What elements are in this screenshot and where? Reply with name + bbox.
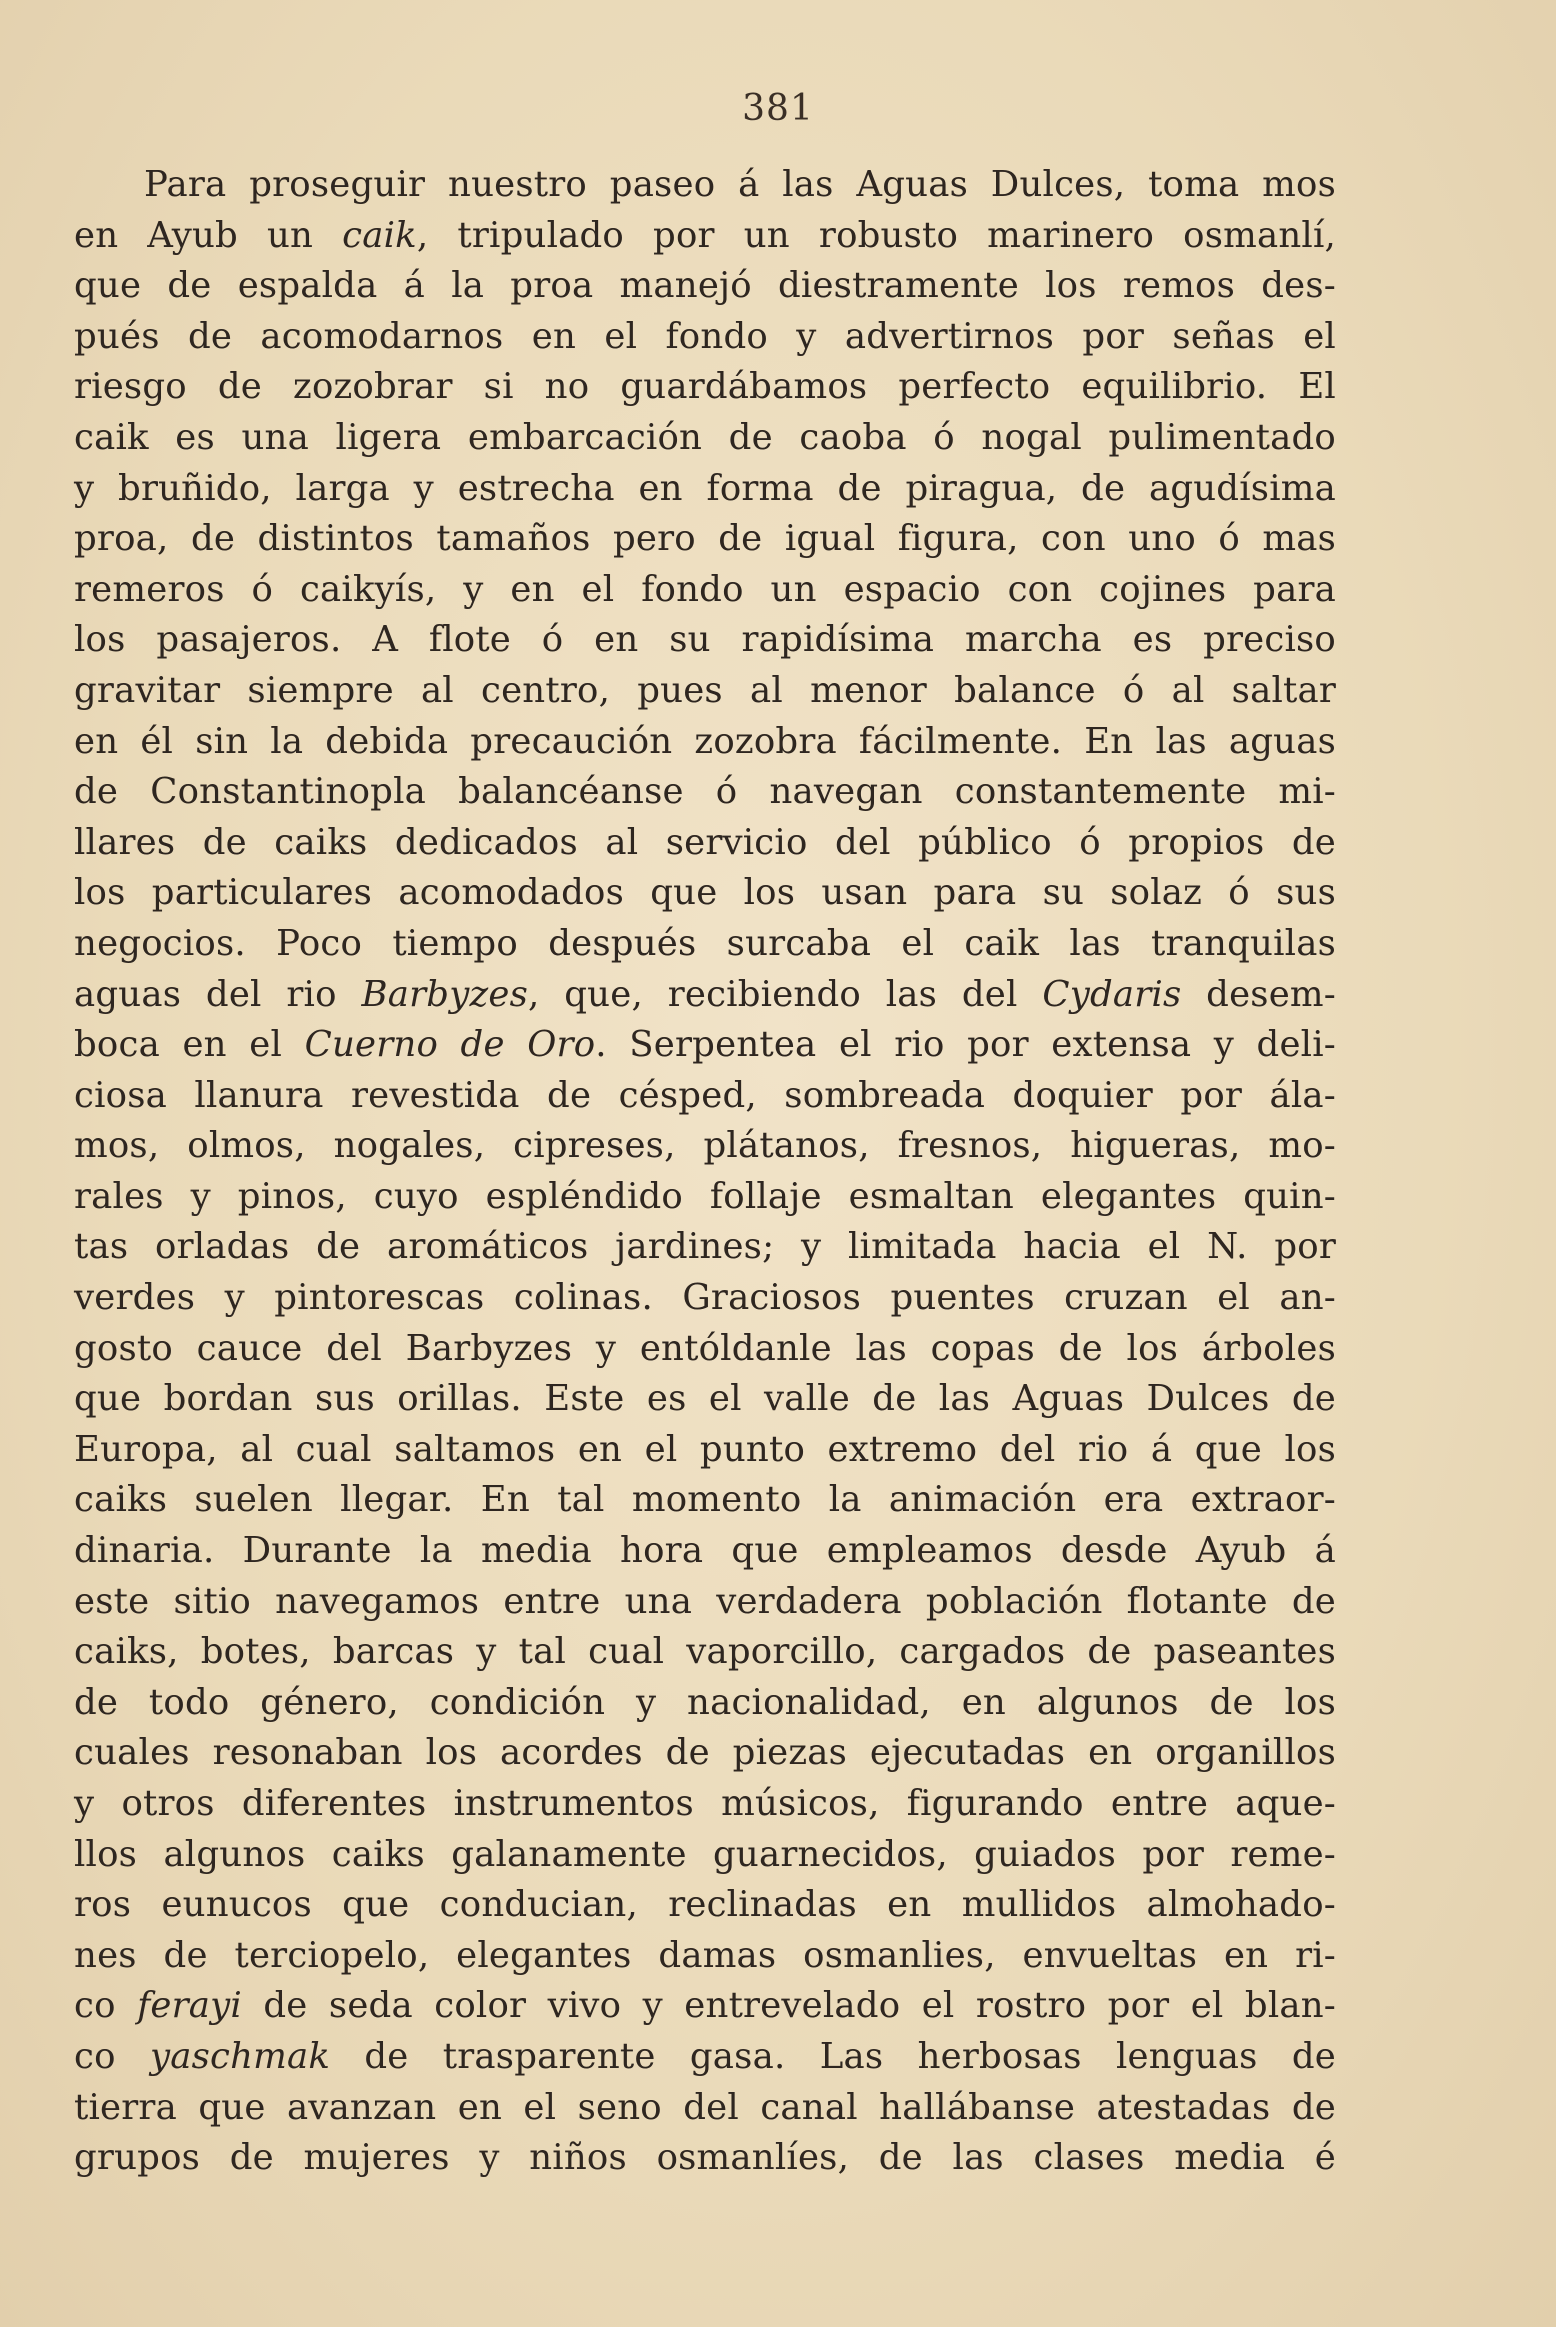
text-run: mos, olmos, nogales, cipreses, plátanos, fresnos, higueras, mo- [74, 1125, 1336, 1167]
text-run: tierra que avanzan en el seno del canal hallábanse atestadas de [74, 2086, 1336, 2128]
text-run: nes de terciopelo, elegantes damas osmanlies, envueltas en ri- [74, 1934, 1336, 1976]
text-line [74, 1678, 1336, 1729]
text-line [74, 362, 1336, 413]
text-run: negocios. Poco tiempo después surcaba el caik las tranquilas [74, 922, 1336, 964]
text-run: , tripulado por un robusto marinero osmanlí, [416, 214, 1336, 256]
text-line [74, 1425, 1336, 1476]
text-line [74, 1374, 1336, 1425]
text-line [74, 1475, 1336, 1526]
italic-term: Cydaris [1042, 973, 1182, 1015]
text-line [74, 1172, 1336, 1223]
text-run: ciosa llanura revestida de césped, sombreada doquier por ála- [74, 1074, 1336, 1116]
text-line [74, 970, 1336, 1021]
text-line [74, 1071, 1336, 1122]
text-line [74, 160, 1336, 211]
text-line [74, 1880, 1336, 1931]
text-run: caiks suelen llegar. En tal momento la animación era extraor- [74, 1479, 1336, 1521]
text-line [74, 1324, 1336, 1375]
text-line [74, 1526, 1336, 1577]
text-run: llares de caiks dedicados al servicio del público ó propios de [74, 821, 1336, 863]
text-run: que bordan sus orillas. Este es el valle de las Aguas Dulces de [74, 1378, 1336, 1420]
text-run: en Ayub un [74, 214, 343, 256]
text-run: de seda color vivo y entrevelado el rostro por el blan- [241, 1985, 1336, 2027]
italic-term: yaschmak [149, 2035, 331, 2077]
text-run: co [74, 1985, 138, 2027]
text-run: y otros diferentes instrumentos músicos, figurando entre aque- [74, 1783, 1336, 1824]
text-run: los particulares acomodados que los usan para su solaz ó sus [74, 872, 1336, 914]
text-run: cuales resonaban los acordes de piezas ejecutadas en organillos [74, 1732, 1336, 1774]
text-line [74, 868, 1336, 919]
text-line [74, 767, 1336, 818]
text-run: caiks, botes, barcas y tal cual vaporcillo, cargados de paseantes [74, 1631, 1336, 1673]
text-run: en él sin la debida precaución zozobra fácilmente. En las aguas [74, 720, 1336, 762]
text-run: caik es una ligera embarcación de caoba ó nogal pulimentado [74, 416, 1336, 458]
text-line [74, 2133, 1336, 2184]
text-run: riesgo de zozobrar si no guardábamos perfecto equilibrio. El [74, 366, 1336, 408]
text-line [74, 1020, 1336, 1071]
text-line [74, 1577, 1336, 1628]
text-run: llos algunos caiks galanamente guarnecidos, guiados por reme- [74, 1833, 1336, 1875]
text-run: aguas del rio [74, 973, 362, 1015]
body-text [74, 160, 1336, 2184]
text-line [74, 615, 1336, 666]
text-run: de todo género, condición y nacionalidad, en algunos de los [74, 1681, 1336, 1723]
text-run: tas orladas de aromáticos jardines; y limitada hacia el N. por [74, 1226, 1336, 1268]
text-run: Para proseguir nuestro paseo á las Aguas Dulces, toma mos [144, 164, 1336, 205]
text-run: , que, recibiendo las del [528, 973, 1043, 1015]
text-line [74, 818, 1336, 869]
text-line [74, 464, 1336, 515]
text-line [74, 514, 1336, 565]
text-run: gosto cauce del Barbyzes y entóldanle las copas de los árboles [74, 1327, 1336, 1369]
text-line [74, 261, 1336, 312]
text-line [74, 312, 1336, 363]
text-line [74, 211, 1336, 262]
text-run: rales y pinos, cuyo espléndido follaje esmaltan elegantes quin- [74, 1175, 1336, 1217]
italic-term: Barbyzes [361, 973, 528, 1015]
text-line [74, 1273, 1336, 1324]
text-run: co [74, 2035, 150, 2077]
italic-term: ferayi [137, 1985, 242, 2027]
text-run: gravitar siempre al centro, pues al menor balance ó al saltar [74, 669, 1336, 711]
text-run: proa, de distintos tamaños pero de igual figura, con uno ó mas [74, 518, 1336, 560]
text-line [74, 717, 1336, 768]
text-line [74, 1931, 1336, 1982]
text-run: grupos de mujeres y niños osmanlíes, de las clases media é [74, 2137, 1336, 2179]
text-run: ros eunucos que conducian, reclinadas en mullidos almohado- [74, 1884, 1336, 1926]
text-run: Europa, al cual saltamos en el punto extremo del rio á que los [74, 1428, 1336, 1470]
text-run: y bruñido, larga y estrecha en forma de piragua, de agudísima [74, 467, 1336, 509]
text-run: verdes y pintorescas colinas. Graciosos puentes cruzan el an- [74, 1277, 1336, 1319]
text-line [74, 1830, 1336, 1881]
text-line [74, 1779, 1336, 1830]
text-line [74, 413, 1336, 464]
italic-term: caik [342, 214, 417, 256]
text-line [74, 1981, 1336, 2032]
text-line [74, 2032, 1336, 2083]
text-run: este sitio navegamos entre una verdadera población flotante de [74, 1580, 1336, 1622]
text-run: de Constantinopla balancéanse ó navegan constantemente mi- [74, 771, 1336, 813]
text-run: pués de acomodarnos en el fondo y advertirnos por señas el [74, 315, 1336, 357]
text-run: dinaria. Durante la media hora que empleamos desde Ayub á [74, 1530, 1336, 1572]
text-line [74, 1121, 1336, 1172]
text-line [74, 666, 1336, 717]
text-run: remeros ó caikyís, y en el fondo un espacio con cojines para [74, 568, 1336, 610]
text-line [74, 565, 1336, 616]
text-line [74, 1728, 1336, 1779]
text-run: los pasajeros. A flote ó en su rapidísima marcha es preciso [74, 619, 1336, 661]
page-number: 381 [742, 88, 814, 129]
text-line [74, 2083, 1336, 2134]
text-line [74, 1222, 1336, 1273]
text-run: desem- [1181, 973, 1336, 1015]
text-line [74, 1627, 1336, 1678]
text-run: boca en el [74, 1024, 305, 1066]
text-run: que de espalda á la proa manejó diestramente los remos des- [74, 265, 1336, 307]
text-line [74, 919, 1336, 970]
text-run: . Serpentea el rio por extensa y deli- [595, 1024, 1336, 1066]
italic-term: Cuerno de Oro [304, 1024, 596, 1066]
text-run: de trasparente gasa. Las herbosas lenguas de [330, 2035, 1337, 2077]
